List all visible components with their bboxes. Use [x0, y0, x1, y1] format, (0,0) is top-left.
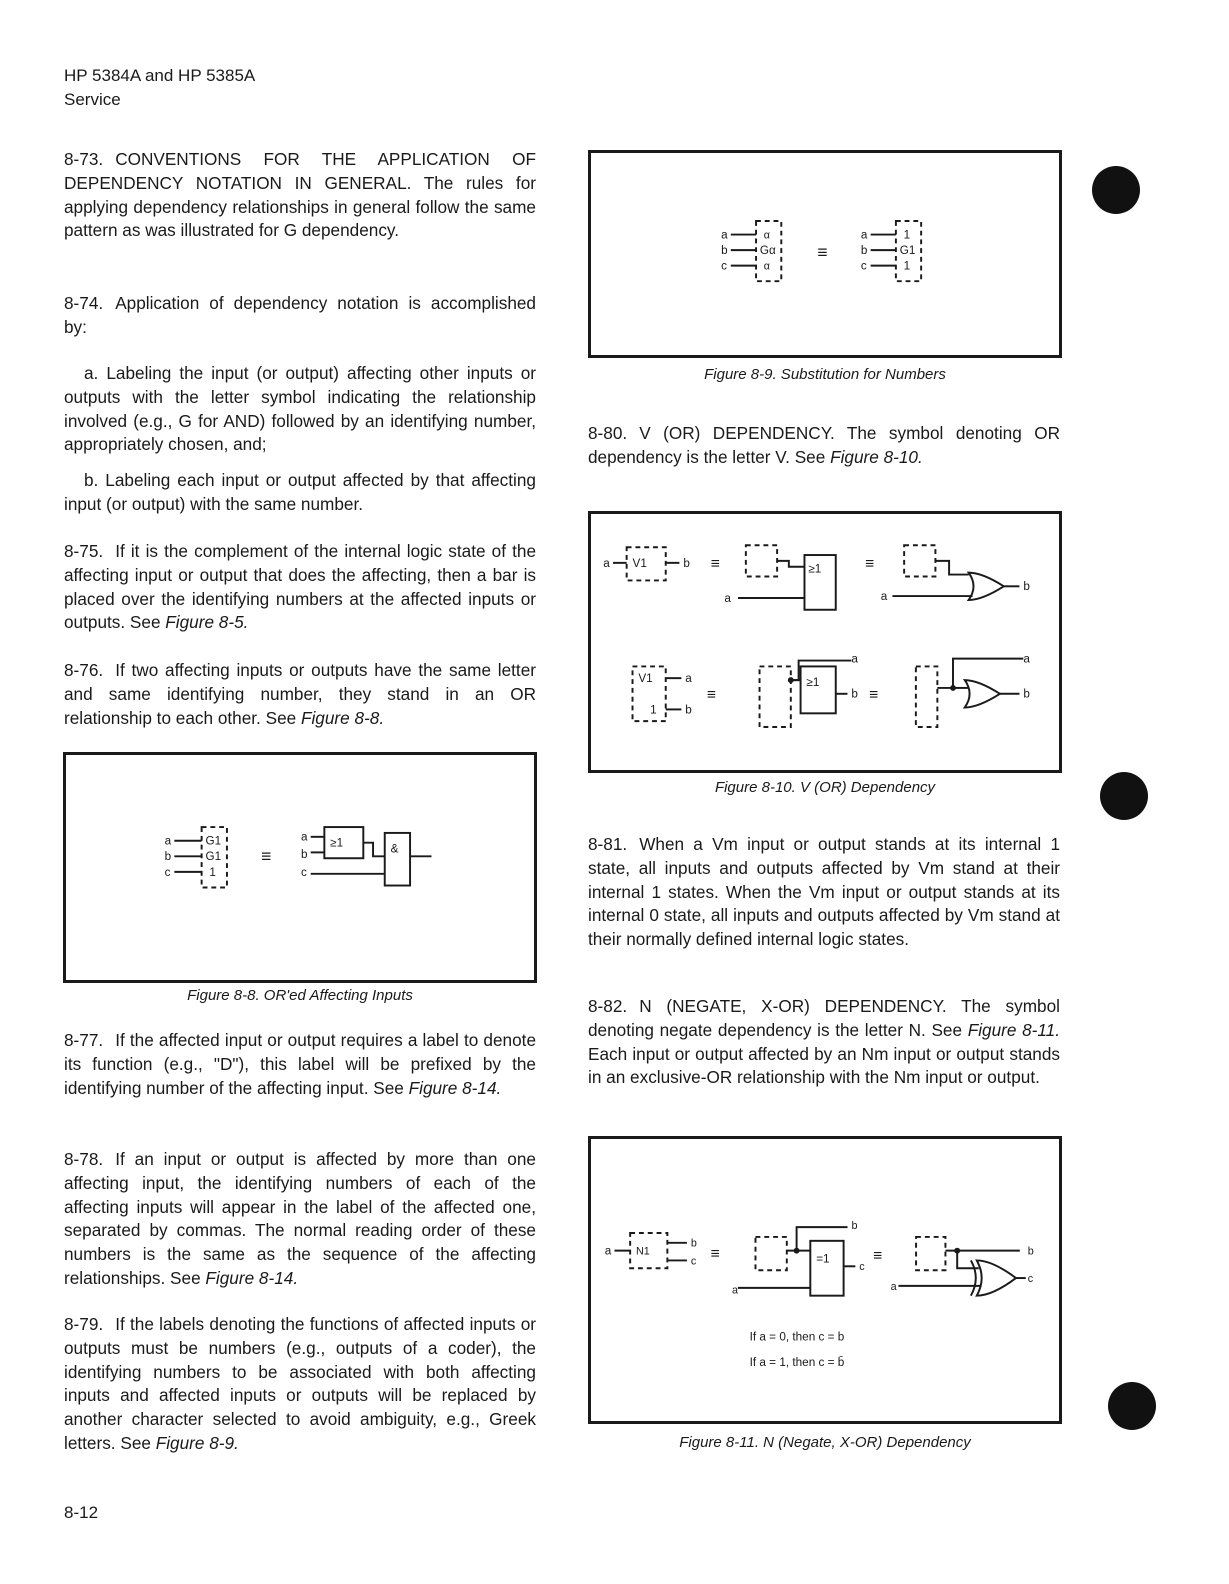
left-column: [64, 148, 536, 243]
paragraph-8-74b: b. Labeling each input or output affected by that affecting input (or output) with the same number.: [64, 470, 536, 514]
g1-label-1: G1: [205, 834, 222, 848]
caption-figure-8-8: Figure 8-8. OR'ed Affecting Inputs: [187, 987, 413, 1004]
caption-figure-8-9: Figure 8-9. Substitution for Numbers: [704, 366, 946, 383]
svg-text:=1: =1: [816, 1252, 830, 1266]
svg-text:≡: ≡: [872, 1247, 883, 1265]
svg-text:c: c: [860, 259, 867, 273]
svg-text:c: c: [859, 1261, 865, 1274]
svg-text:b: b: [685, 703, 692, 717]
figure-8-8: [63, 752, 537, 983]
paragraph-8-77: 8-77. If the affected input or output requires a label to denote its function (e.g., "D"), this label will be prefixed by the identifying number of the affecting input. See Figure 8-14.: [64, 1030, 536, 1098]
or-gate-symbol-2: [965, 680, 1000, 707]
svg-text:c: c: [300, 865, 307, 879]
binder-hole-top: [1092, 166, 1140, 214]
or-gate-label: ≥1: [330, 836, 344, 850]
svg-text:c: c: [721, 259, 727, 273]
svg-text:a: a: [603, 556, 610, 570]
paragraph-8-78: 8-78. If an input or output is affected by more than one affecting input, the identifying numbers of each of the affecting inputs will appear in the label of the affected one, separated by commas. The normal reading order of these numbers is the same as the sequence of the affecting relationships. See Figure 8-14.: [64, 1149, 536, 1288]
svg-text:b: b: [851, 687, 858, 701]
g-alpha-label: Gα: [759, 244, 776, 257]
svg-text:1: 1: [903, 228, 911, 242]
or-gate-symbol: [969, 573, 1004, 600]
svg-text:b: b: [851, 1220, 858, 1233]
figure-ref: Figure 8-5.: [165, 612, 249, 633]
svg-text:b: b: [860, 244, 868, 257]
svg-text:b: b: [690, 1237, 697, 1250]
svg-text:≡: ≡: [865, 555, 875, 573]
svg-text:1: 1: [903, 259, 911, 273]
svg-text:b: b: [1023, 687, 1030, 701]
svg-text:a: a: [851, 652, 858, 666]
binder-hole-bottom: [1108, 1382, 1156, 1430]
svg-text:a: a: [724, 591, 731, 605]
svg-text:a: a: [731, 1284, 738, 1297]
or-gate-2: [801, 666, 836, 713]
svg-text:≡: ≡: [710, 555, 720, 573]
svg-text:c: c: [690, 1255, 697, 1268]
v1-label: V1: [632, 556, 647, 570]
figure-ref: Figure 8-14.: [205, 1267, 299, 1288]
equivalence-symbol: ≡: [817, 241, 828, 262]
svg-text:b: b: [683, 556, 690, 570]
svg-text:b: b: [1023, 580, 1030, 594]
paragraph-8-80: 8-80. V (OR) DEPENDENCY. The symbol denoting OR dependency is the letter V. See Figure 8-10.: [588, 423, 1060, 467]
header-title: HP 5384A and HP 5385A: [64, 66, 256, 85]
svg-text:≥1: ≥1: [808, 562, 822, 576]
figure-ref: Figure 8-11.: [967, 1019, 1060, 1040]
svg-text:≡: ≡: [710, 1245, 720, 1263]
g1-label: G1: [899, 244, 916, 257]
caption-figure-8-11: Figure 8-11. N (Negate, X-OR) Dependency: [679, 1434, 971, 1451]
alpha-label-1: α: [763, 229, 770, 242]
svg-text:a: a: [300, 830, 308, 844]
paragraph-8-74a: a. Labeling the input (or output) affecting other inputs or outputs with the letter symbol indicating the relationship involved (e.g., G for AND) followed by an identifying number, appropriately chosen, and;: [64, 363, 536, 455]
figure-8-8-diagram: [66, 755, 534, 980]
equivalence-symbol: ≡: [261, 846, 272, 867]
condition-1: If a = 0, then c = b: [749, 1330, 845, 1344]
svg-text:b: b: [300, 848, 308, 862]
caption-figure-8-10: Figure 8-10. V (OR) Dependency: [714, 779, 936, 796]
figure-8-11-diagram: [591, 1139, 1059, 1421]
figure-ref: Figure 8-10.: [830, 446, 923, 467]
input-a-label: a: [164, 834, 172, 848]
figure-ref: Figure 8-8.: [300, 707, 385, 728]
xor-gate: [810, 1241, 843, 1296]
paragraph-8-76: 8-76. If two affecting inputs or outputs have the same letter and same identifying number, they stand in an OR relationship to each other. See Figure 8-8.: [64, 660, 536, 728]
n1-label: N1: [636, 1245, 650, 1258]
svg-text:b: b: [1027, 1245, 1034, 1258]
svg-text:a: a: [890, 1280, 897, 1293]
input-c-label: c: [164, 865, 171, 879]
condition-2: If a = 1, then c = b̄: [749, 1356, 845, 1370]
input-b-label: b: [164, 850, 172, 864]
binder-hole-middle: [1100, 772, 1148, 820]
page-header: [64, 64, 255, 112]
svg-text:1: 1: [650, 703, 657, 717]
figure-8-9-diagram: [591, 153, 1059, 355]
svg-text:a: a: [880, 589, 888, 603]
svg-text:a: a: [860, 228, 868, 242]
paragraph-8-74: 8-74. Application of dependency notation is accomplished by:: [64, 293, 536, 337]
figure-8-11: [588, 1136, 1062, 1424]
and-gate: [385, 833, 410, 886]
svg-text:a: a: [1023, 652, 1030, 666]
header-subtitle: Service: [64, 90, 121, 109]
paragraph-8-75: 8-75. If it is the complement of the internal logic state of the affecting input or output that does the affecting, then a bar is placed over the identifying numbers at the affected inputs or outputs. See Figure 8-5.: [64, 541, 536, 633]
alpha-label-2: α: [763, 260, 770, 273]
svg-text:≥1: ≥1: [806, 675, 820, 689]
svg-text:V1: V1: [638, 672, 653, 686]
and-gate-label: &: [390, 842, 399, 856]
xor-gate-symbol: [977, 1260, 1016, 1295]
figure-8-10: [588, 511, 1062, 773]
paragraph-8-81: 8-81. When a Vm input or output stands at its internal 1 state, all inputs and outputs affected by Vm stand at their internal 1 states. When the Vm input or output stands at its internal 0 state, all inputs and outputs affected by Vm stand at their normally defined internal logic states.: [588, 834, 1060, 950]
figure-8-10-diagram: [591, 514, 1059, 770]
g1-label-2: G1: [205, 850, 222, 864]
affected-label: 1: [209, 865, 216, 879]
figure-ref: Figure 8-14.: [408, 1077, 502, 1098]
page-number: 8-12: [64, 1503, 99, 1522]
svg-text:≡: ≡: [868, 686, 879, 704]
svg-text:a: a: [685, 672, 692, 686]
paragraph-8-82: 8-82. N (NEGATE, X-OR) DEPENDENCY. The symbol denoting negate dependency is the letter N. See Figure 8-11. Each input or output affected by an Nm input or output stands in an exclusive-OR relationship with the Nm input or output.: [588, 996, 1060, 1088]
svg-text:b: b: [721, 244, 728, 257]
figure-8-9: [588, 150, 1062, 358]
svg-text:a: a: [604, 1244, 612, 1258]
svg-text:c: c: [1027, 1272, 1034, 1285]
paragraph-8-79: 8-79. If the labels denoting the functions of affected inputs or outputs must be numbers (e.g., outputs of a coder), the identifying numbers to be associated with both affecting inputs and affected inputs or outputs will be replaced by another character selected to avoid ambiguity, e.g., Greek letters. See Figure 8-9.: [64, 1314, 536, 1453]
paragraph-8-73: 8-73. CONVENTIONS FOR THE APPLICATION OF DEPENDENCY NOTATION IN GENERAL. The rules for applying dependency relationships in general follow the same pattern as was illustrated for G dependency.: [64, 149, 536, 241]
figure-ref: Figure 8-9.: [155, 1432, 239, 1453]
svg-text:a: a: [721, 228, 728, 242]
svg-text:≡: ≡: [706, 686, 716, 704]
